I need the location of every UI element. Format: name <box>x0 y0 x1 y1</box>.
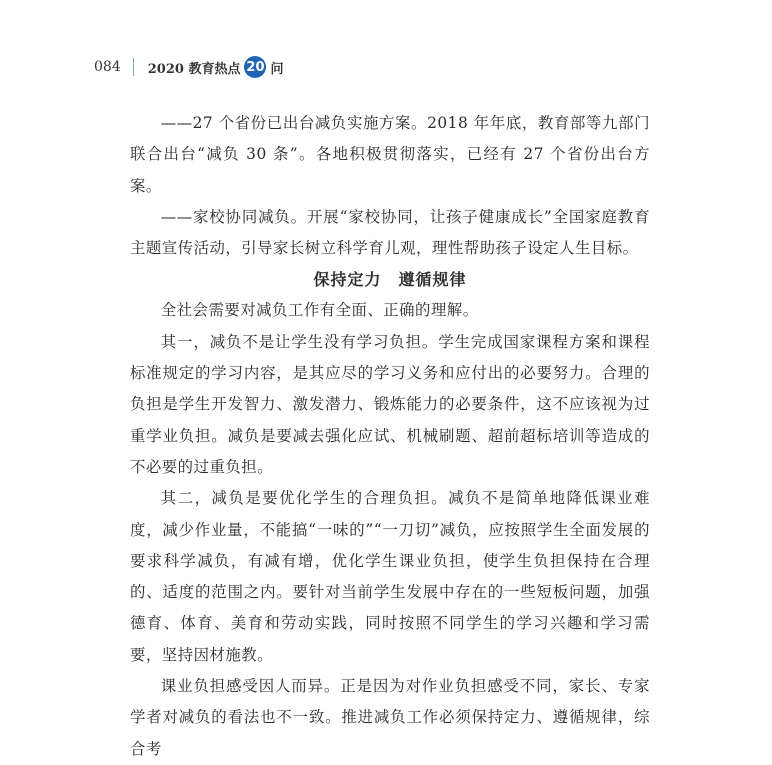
paragraph: 其二，减负是要优化学生的合理负担。减负不是简单地降低课业难度，减少作业量，不能搞“一味的”“一刀切”减负，应按照学生全面发展的要求科学减负，有减有增，优化学生课业负担，使学生负担保持在合理的、适度的范围之内。要针对当前学生发展中存在的一些短板问题，加强德育、体育、美育和劳动实践，同时按照不同学生的学习兴趣和学习需要，坚持因材施教。 <box>130 489 650 664</box>
page-body <box>130 108 650 765</box>
paragraph: ——27 个省份已出台减负实施方案。2018 年年底，教育部等九部门联合出台“减负 30 条”。各地积极贯彻落实，已经有 27 个省份出台方案。 <box>130 114 650 195</box>
paragraph: 其一，减负不是让学生没有学习负担。学生完成国家课程方案和课程标准规定的学习内容，是其应尽的学习义务和应付出的必要努力。合理的负担是学生开发智力、激发潜力、锻炼能力的必要条件，这不应该视为过重学业负担。减负是要减去强化应试、机械刷题、超前超标培训等造成的不必要的过重负担。 <box>130 332 650 476</box>
number-badge: 20 <box>244 56 266 78</box>
paragraph: 课业负担感受因人而异。正是因为对作业负担感受不同，家长、专家学者对减负的看法也不一致。推进减负工作必须保持定力、遵循规律，综合考 <box>130 677 650 758</box>
paragraph: ——家校协同减负。开展“家校协同，让孩子健康成长”全国家庭教育主题宣传活动，引导家长树立科学育儿观，理性帮助孩子设定人生目标。 <box>130 207 650 258</box>
book-title-suffix: 问 <box>270 61 284 77</box>
page-number: 084 <box>94 59 121 75</box>
section-heading: 保持定力 遵循规律 <box>313 270 467 290</box>
book-title <box>148 56 284 78</box>
page-header <box>94 56 283 78</box>
book-title-prefix: 2020 教育热点 <box>147 61 241 77</box>
paragraph: 全社会需要对减负工作有全面、正确的理解。 <box>160 301 479 320</box>
header-divider <box>133 58 134 76</box>
